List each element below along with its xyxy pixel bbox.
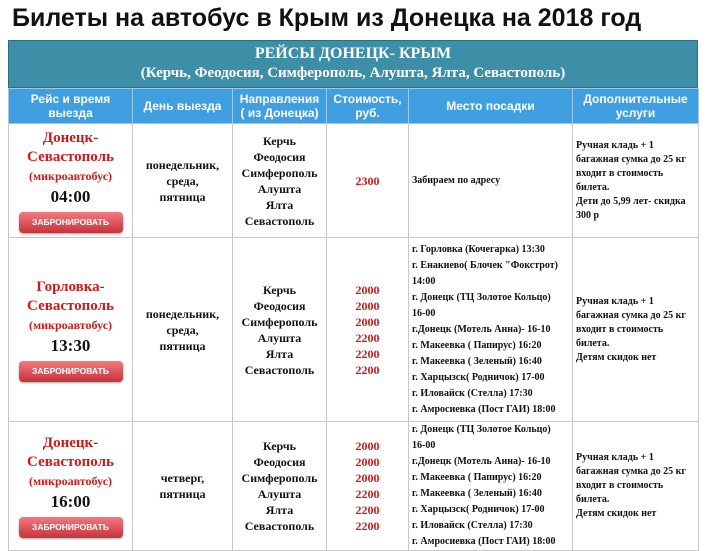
text-line: 14:00 bbox=[412, 275, 436, 287]
text-line: четверг, bbox=[160, 471, 205, 485]
text-line: Севастополь bbox=[27, 148, 114, 165]
text-line: билета. bbox=[576, 337, 610, 349]
text-line: Ялта bbox=[265, 346, 294, 361]
route-cell bbox=[9, 124, 133, 238]
schedule-table bbox=[8, 88, 699, 551]
text-line: пятница bbox=[159, 189, 206, 204]
route-name bbox=[12, 278, 129, 316]
text-line: 2200 bbox=[355, 487, 380, 501]
header-services: Дополнительные услуги bbox=[573, 89, 699, 124]
text-line: Керчь bbox=[262, 133, 297, 148]
text-line: Феодосия bbox=[253, 298, 306, 313]
route-name bbox=[12, 434, 129, 472]
text-line: г. Горловка (Кочегарка) 13:30 bbox=[412, 243, 545, 255]
text-line: Ручная кладь + 1 bbox=[576, 139, 654, 151]
text-line: Дети до 5,99 лет- скидка bbox=[576, 195, 686, 207]
text-line: г. Амросиевка (Пост ГАИ) 18:00 bbox=[412, 403, 556, 415]
price-cell bbox=[327, 124, 409, 238]
text-line: Алушта bbox=[257, 330, 302, 345]
text-line: г. Амросиевка (Пост ГАИ) 18:00 bbox=[412, 536, 556, 547]
text-line: г. Иловайск (Стелла) 17:30 bbox=[412, 520, 533, 531]
text-line: 2200 bbox=[355, 346, 380, 361]
text-line: 2200 bbox=[355, 362, 380, 377]
days-cell bbox=[133, 422, 233, 551]
text-line: багажная сумка до 25 кг bbox=[576, 153, 686, 165]
header-pickup: Место посадки bbox=[409, 89, 573, 124]
text-line: 2200 bbox=[355, 330, 380, 345]
text-line: Симферополь bbox=[241, 471, 318, 485]
header-route: Рейс и время выезда bbox=[9, 89, 133, 124]
schedule-section bbox=[8, 40, 698, 551]
text-line: среда, bbox=[166, 322, 199, 337]
book-button[interactable]: ЗАБРОНИРОВАТЬ bbox=[19, 361, 123, 382]
text-line: 300 р bbox=[576, 209, 600, 221]
text-line: 2000 bbox=[355, 439, 380, 453]
text-line: Феодосия bbox=[253, 455, 306, 469]
destinations-cell bbox=[233, 124, 327, 238]
text-line: Симферополь bbox=[241, 314, 318, 329]
text-line: г. Иловайск (Стелла) 17:30 bbox=[412, 387, 533, 399]
destinations-cell bbox=[233, 238, 327, 422]
text-line: г. Донецк (ТЦ Золотое Кольцо) bbox=[412, 291, 551, 303]
text-line: 16-00 bbox=[412, 307, 436, 319]
header-direction: Направления ( из Донецка) bbox=[233, 89, 327, 124]
departure-time: 04:00 bbox=[50, 186, 91, 206]
text-line: 2300 bbox=[355, 173, 380, 188]
text-line: г. Донецк (ТЦ Золотое Кольцо) bbox=[412, 424, 551, 435]
pickup-cell bbox=[409, 124, 573, 238]
route-name bbox=[12, 129, 129, 167]
text-line: г. Макеевка ( Зеленый) 16:40 bbox=[412, 355, 542, 367]
pickup-cell bbox=[409, 422, 573, 551]
text-line: билета. bbox=[576, 181, 610, 193]
text-line: входит в стоимость bbox=[576, 480, 664, 491]
page-title: Билеты на автобус в Крым из Донецка на 2018 год bbox=[12, 4, 642, 32]
text-line: багажная сумка до 25 кг bbox=[576, 466, 686, 477]
price-cell bbox=[327, 238, 409, 422]
header-row bbox=[9, 89, 699, 124]
table-row bbox=[9, 124, 699, 238]
text-line: Керчь bbox=[262, 282, 297, 297]
days-cell bbox=[133, 124, 233, 238]
text-line: Алушта bbox=[257, 181, 302, 196]
text-line: г. Макеевка ( Папирус) 16:20 bbox=[412, 472, 542, 483]
text-line: 2000 bbox=[355, 298, 380, 313]
text-line: 16-00 bbox=[412, 440, 436, 451]
banner-subtitle: (Керчь, Феодосия, Симферополь, Алушта, Ялта, Севастополь) bbox=[140, 65, 566, 81]
text-line: г.Донецк (Мотель Анна)- 16-10 bbox=[412, 323, 551, 335]
text-line: багажная сумка до 25 кг bbox=[576, 309, 686, 321]
text-line: г. Харцызск( Родничок) 17-00 bbox=[412, 504, 545, 515]
text-line: Керчь bbox=[262, 439, 297, 453]
days-cell bbox=[133, 238, 233, 422]
text-line: Донецк- bbox=[42, 435, 99, 451]
text-line: г. Енакиево( Блочек "Фокстрот) bbox=[412, 259, 558, 271]
book-button[interactable]: ЗАБРОНИРОВАТЬ bbox=[19, 212, 123, 233]
text-line: билета. bbox=[576, 494, 610, 505]
text-line: Ручная кладь + 1 bbox=[576, 452, 654, 463]
text-line: г.Донецк (Мотель Анна)- 16-10 bbox=[412, 456, 551, 467]
book-button[interactable]: ЗАБРОНИРОВАТЬ bbox=[19, 517, 123, 538]
services-cell bbox=[573, 422, 699, 551]
text-line: входит в стоимость bbox=[576, 323, 664, 335]
text-line: Горловка- bbox=[36, 278, 105, 295]
banner-title: РЕЙСЫ ДОНЕЦК- КРЫМ bbox=[254, 45, 452, 62]
vehicle-type: (микроавтобус) bbox=[28, 168, 113, 183]
text-line: 2000 bbox=[355, 314, 380, 329]
route-cell bbox=[9, 238, 133, 422]
text-line: 2000 bbox=[355, 282, 380, 297]
text-line: Севастополь bbox=[27, 454, 114, 470]
text-line: Детям скидок нет bbox=[576, 351, 657, 363]
text-line: Севастополь bbox=[244, 213, 315, 228]
services-cell bbox=[573, 238, 699, 422]
text-line: 2000 bbox=[355, 455, 380, 469]
text-line: пятница bbox=[159, 487, 206, 501]
text-line: понедельник, bbox=[145, 306, 220, 321]
text-line: Ручная кладь + 1 bbox=[576, 295, 654, 307]
pickup-cell bbox=[409, 238, 573, 422]
table-row bbox=[9, 422, 699, 551]
header-days: День выезда bbox=[133, 89, 233, 124]
text-line: понедельник, bbox=[145, 157, 220, 172]
text-line: Севастополь bbox=[244, 519, 315, 533]
text-line: 2200 bbox=[355, 503, 380, 517]
table-row bbox=[9, 238, 699, 422]
text-line: входит в стоимость bbox=[576, 167, 664, 179]
services-cell bbox=[573, 124, 699, 238]
text-line: Детям скидок нет bbox=[576, 508, 657, 519]
text-line: Забираем по адресу bbox=[412, 174, 501, 186]
vehicle-type: (микроавтобус) bbox=[28, 317, 113, 332]
text-line: Ялта bbox=[265, 503, 294, 517]
text-line: 2200 bbox=[355, 519, 380, 533]
text-line: г. Макеевка ( Зеленый) 16:40 bbox=[412, 488, 542, 499]
text-line: Алушта bbox=[257, 487, 302, 501]
text-line: среда, bbox=[166, 173, 199, 188]
destinations-cell bbox=[233, 422, 327, 551]
header-price: Стоимость, руб. bbox=[327, 89, 409, 124]
route-cell bbox=[9, 422, 133, 551]
vehicle-type: (микроавтобус) bbox=[28, 474, 113, 488]
text-line: Симферополь bbox=[241, 165, 318, 180]
price-cell bbox=[327, 422, 409, 551]
text-line: Севастополь bbox=[27, 297, 114, 314]
text-line: г. Харцызск( Родничок) 17-00 bbox=[412, 371, 545, 383]
text-line: Донецк- bbox=[42, 129, 99, 146]
text-line: 2000 bbox=[355, 471, 380, 485]
departure-time: 13:30 bbox=[50, 335, 91, 355]
banner bbox=[8, 40, 698, 88]
text-line: Феодосия bbox=[253, 149, 306, 164]
text-line: Севастополь bbox=[244, 362, 315, 377]
text-line: Ялта bbox=[265, 197, 294, 212]
text-line: г. Макеевка ( Папирус) 16:20 bbox=[412, 339, 542, 351]
text-line: пятница bbox=[159, 338, 206, 353]
departure-time: 16:00 bbox=[50, 492, 91, 511]
